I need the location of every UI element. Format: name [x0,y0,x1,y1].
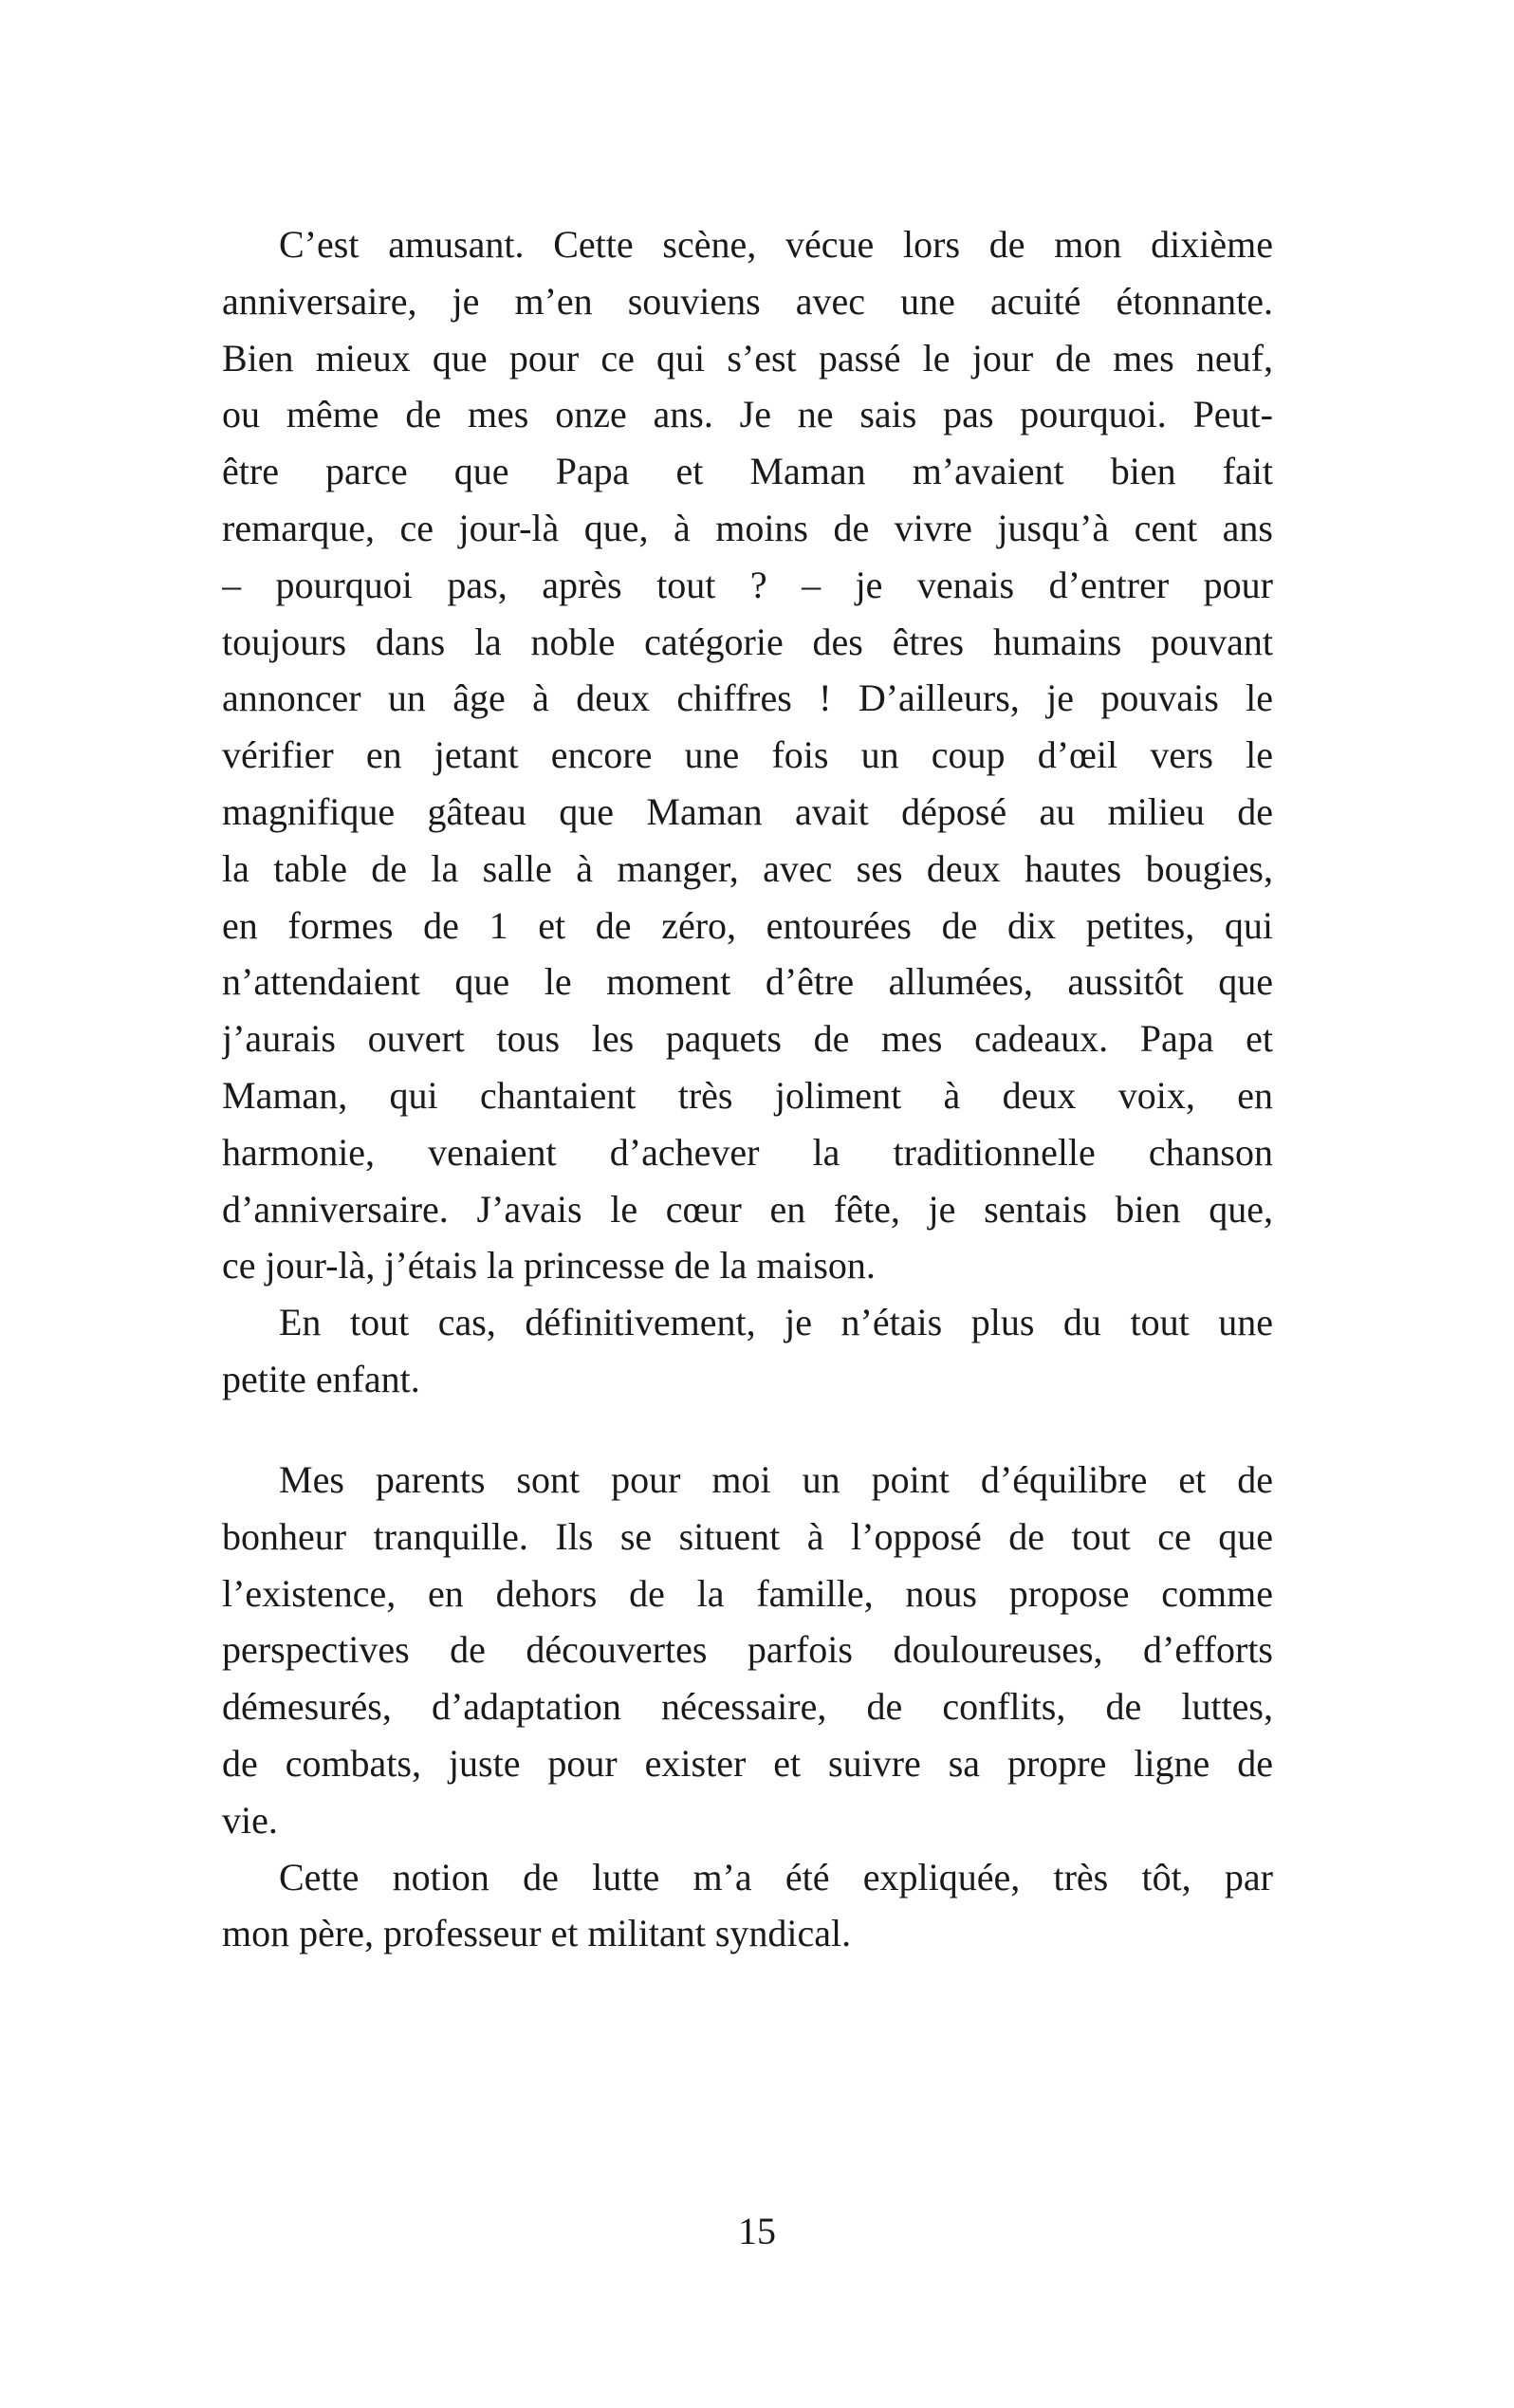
text-line: Bien mieux que pour ce qui s’est passé le jour de mes neuf, [222,336,1273,380]
paragraph [222,216,1273,1294]
text-line: vérifier en jetant encore une fois un coup d’œil vers le [222,733,1273,777]
text-line: mon père, professeur et militant syndical. [222,1912,852,1955]
text-line: annoncer un âge à deux chiffres ! D’ailleurs, je pouvais le [222,676,1273,720]
paragraph [222,1849,1273,1963]
text-line: harmonie, venaient d’achever la traditionnelle chanson [222,1130,1273,1174]
text-line: anniversaire, je m’en souviens avec une acuité étonnante. [222,279,1273,323]
text-line: l’existence, en dehors de la famille, nous propose comme [222,1571,1273,1615]
text-line: Cette notion de lutte m’a été expliquée, très tôt, par [279,1855,1273,1899]
text-line: bonheur tranquille. Ils se situent à l’opposé de tout ce que [222,1514,1273,1558]
text-line: n’attendaient que le moment d’être allumées, aussitôt que [222,960,1273,1004]
text-line: la table de la salle à manger, avec ses deux hautes bougies, [222,846,1273,890]
text-line: en formes de 1 et de zéro, entourées de dix petites, qui [222,903,1273,947]
text-line: remarque, ce jour-là que, à moins de vivre jusqu’à cent ans [222,506,1273,549]
text-line: d’anniversaire. J’avais le cœur en fête, je sentais bien que, [222,1187,1273,1231]
text-line: Mes parents sont pour moi un point d’équilibre et de [279,1458,1273,1501]
paragraph [222,1452,1273,1849]
text-line: C’est amusant. Cette scène, vécue lors de mon dixième [279,223,1273,266]
text-line: petite enfant. [222,1357,420,1400]
text-line: ce jour-là, j’étais la princesse de la maison. [222,1244,876,1287]
text-section-1 [222,216,1273,1408]
text-line: démesurés, d’adaptation nécessaire, de conflits, de luttes, [222,1685,1273,1729]
text-line: Maman, qui chantaient très joliment à deux voix, en [222,1073,1273,1117]
page-number: 15 [738,2210,776,2252]
text-line: magnifique gâteau que Maman avait déposé au milieu de [222,789,1273,833]
text-section-2 [222,1452,1273,1962]
text-line: être parce que Papa et Maman m’avaient bien fait [222,450,1273,493]
text-line: ou même de mes onze ans. Je ne sais pas pourquoi. Peut- [222,393,1273,436]
text-line: vie. [222,1798,278,1842]
text-line: – pourquoi pas, après tout ? – je venais d’entrer pour [222,563,1273,606]
text-line: toujours dans la noble catégorie des êtres humains pouvant [222,620,1273,663]
text-line: perspectives de découvertes parfois douloureuses, d’efforts [222,1628,1273,1672]
paragraph [222,1294,1273,1408]
text-line: de combats, juste pour exister et suivre sa propre ligne de [222,1741,1273,1785]
text-line: En tout cas, définitivement, je n’étais plus du tout une [279,1301,1273,1344]
text-line: j’aurais ouvert tous les paquets de mes cadeaux. Papa et [222,1017,1273,1061]
